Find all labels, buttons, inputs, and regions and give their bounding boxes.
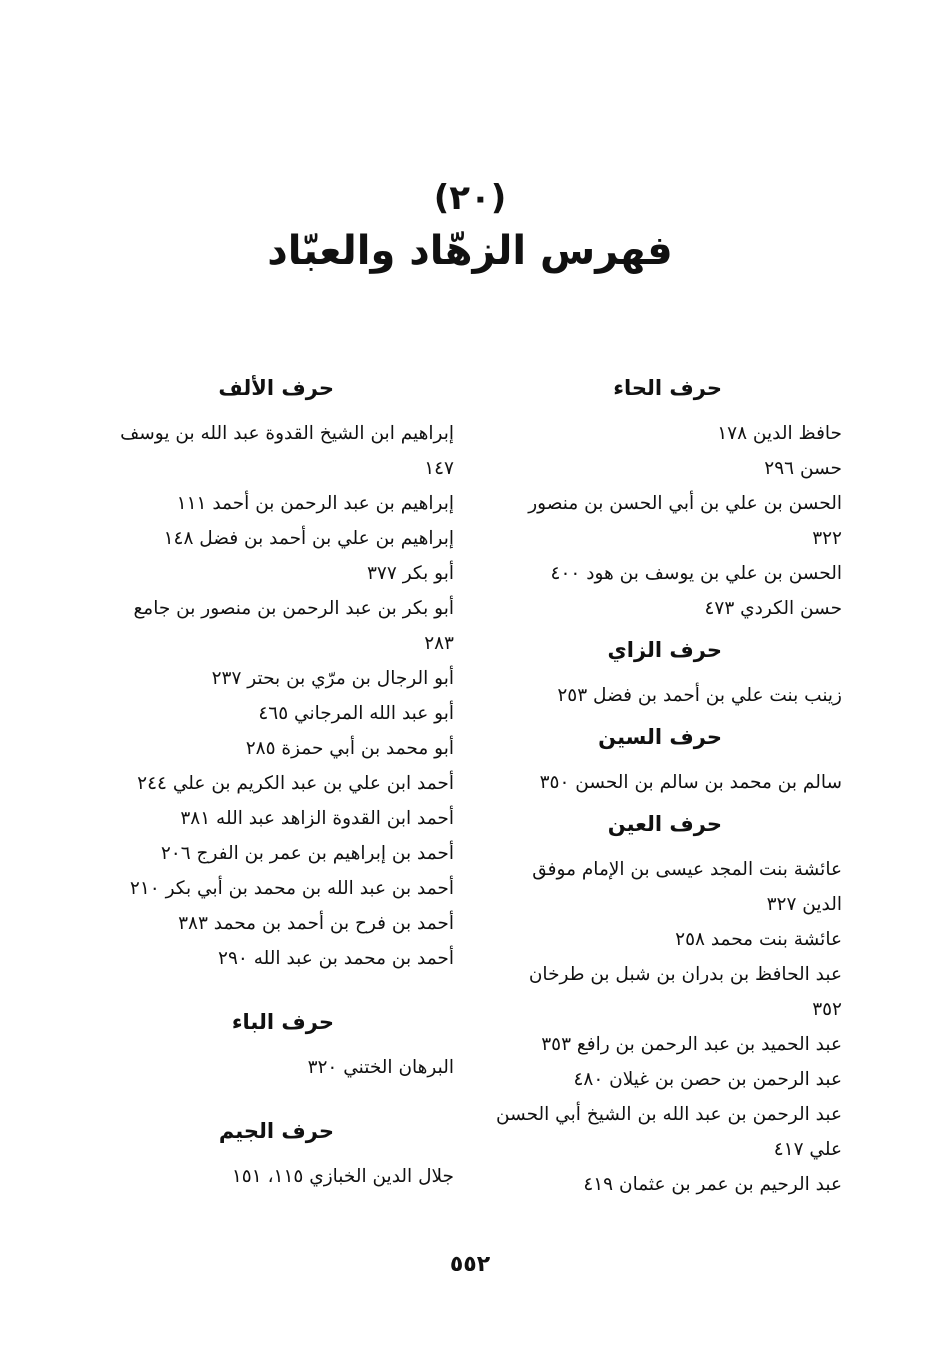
list-item: أحمد ابن علي بن عبد الكريم بن علي ٢٤٤: [137, 773, 454, 794]
list-item: عبد الرحيم بن عمر بن عثمان ٤١٩: [583, 1174, 842, 1195]
list-item: حافظ الدين ١٧٨: [717, 423, 842, 444]
list-item: أحمد بن محمد بن عبد الله ٢٩٠: [218, 948, 454, 969]
list-item: علي ٤١٧: [773, 1139, 842, 1160]
list-item: إبراهيم بن علي بن أحمد بن فضل ١٤٨: [163, 528, 454, 549]
list-item: عبد الرحمن بن حصن بن غيلان ٤٨٠: [573, 1069, 842, 1090]
list-item: حسن ٢٩٦: [764, 458, 842, 479]
list-item: ٢٨٣: [424, 633, 454, 654]
section-heading-jim: حرف الجيم: [218, 1119, 334, 1143]
section-heading-ha: حرف الحاء: [613, 376, 722, 400]
list-item: إبراهيم ابن الشيخ القدوة عبد الله بن يوسف: [120, 423, 454, 444]
index-number: (٢٠): [433, 178, 507, 218]
list-item: سالم بن محمد بن سالم بن الحسن ٣٥٠: [539, 772, 842, 793]
list-item: البرهان الختني ٣٢٠: [307, 1057, 454, 1078]
section-heading-alif: حرف الألف: [218, 376, 334, 400]
list-item: الدين ٣٢٧: [766, 894, 842, 915]
section-heading-zay: حرف الزاي: [607, 638, 722, 662]
list-item: جلال الدين الخبازي ١١٥، ١٥١: [231, 1166, 454, 1187]
list-item: الحسن بن علي بن يوسف بن هود ٤٠٠: [550, 563, 842, 584]
list-item: أبو عبد الله المرجاني ٤٦٥: [258, 703, 454, 724]
left-column: [486, 364, 842, 1202]
list-item: أبو بكر ٣٧٧: [367, 563, 454, 584]
list-item: عائشة بنت المجد عيسى بن الإمام موفق: [532, 859, 842, 880]
list-item: حسن الكردي ٤٧٣: [704, 598, 842, 619]
list-item: أبو محمد بن أبي حمزة ٢٨٥: [245, 738, 454, 759]
list-item: عبد الحميد بن عبد الرحمن بن رافع ٣٥٣: [541, 1034, 842, 1055]
list-item: عائشة بنت محمد ٢٥٨: [675, 929, 842, 950]
spacer: [84, 976, 454, 998]
list-item: ٣٥٢: [812, 999, 842, 1020]
list-item: أحمد بن فرح بن أحمد بن محمد ٣٨٣: [178, 913, 454, 934]
page-number: ٥٥٢: [449, 1252, 491, 1277]
list-item: أحمد ابن القدوة الزاهد عبد الله ٣٨١: [180, 808, 454, 829]
list-item: أحمد بن عبد الله بن محمد بن أبي بكر ٢١٠: [129, 878, 454, 899]
list-item: زينب بنت علي بن أحمد بن فضل ٢٥٣: [557, 685, 842, 706]
list-item: أبو بكر بن عبد الرحمن بن منصور بن جامع: [133, 598, 454, 619]
list-item: ٣٢٢: [812, 528, 842, 549]
list-item: الحسن بن علي بن أبي الحسن بن منصور: [528, 493, 842, 514]
list-item: أحمد بن إبراهيم بن عمر بن الفرج ٢٠٦: [160, 843, 454, 864]
right-column: [84, 364, 454, 1194]
list-item: أبو الرجال بن مرّي بن بحتر ٢٣٧: [211, 668, 454, 689]
list-item: ١٤٧: [424, 458, 454, 479]
list-item: عبد الحافظ بن بدران بن شبل بن طرخان: [528, 964, 842, 985]
list-item: إبراهيم بن عبد الرحمن بن أحمد ١١١: [176, 493, 454, 514]
spacer: [84, 1085, 454, 1107]
list-item: عبد الرحمن بن عبد الله بن الشيخ أبي الحسن: [495, 1104, 842, 1125]
section-heading-sin: حرف السين: [598, 725, 722, 749]
section-heading-ba: حرف الباء: [231, 1010, 334, 1034]
section-heading-ayn: حرف العين: [607, 812, 722, 836]
page-title: فهرس الزهّاد والعبّاد: [267, 228, 673, 274]
